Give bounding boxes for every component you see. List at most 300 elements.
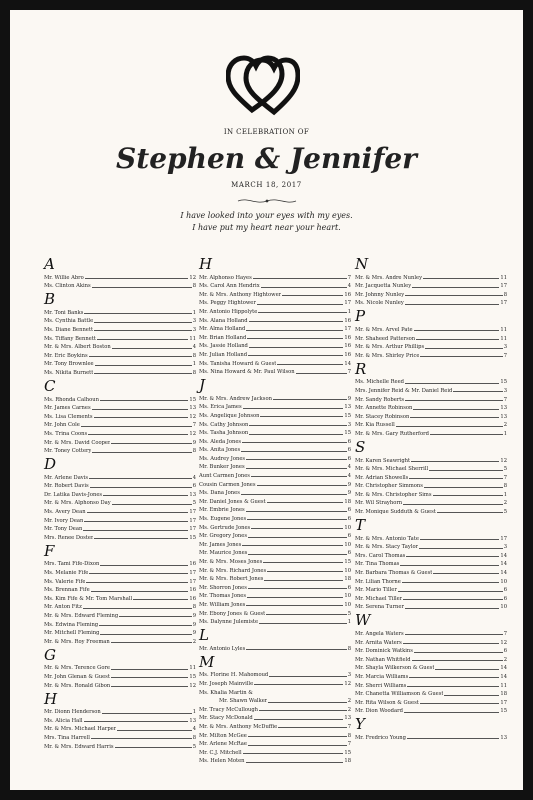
guest-name: Mr. Tony Dean [44,526,83,533]
guest-entry [44,498,196,507]
table-number: 18 [500,691,507,698]
table-number: 12 [189,413,196,420]
table-number: 10 [344,601,351,608]
guest-name: Ms. Tasha Johnson [199,430,249,437]
section-letter: L [199,626,209,645]
guest-name: Mr. Christopher Simmons [355,483,423,490]
guest-entry [355,281,507,290]
table-number: 15 [189,534,196,541]
table-number: 5 [192,743,196,750]
guest-name: Mr. Arnita Waters [355,639,402,646]
table-number: 12 [500,457,507,464]
guest-entry [355,350,507,359]
guest-name: Mr. Willie Abro [44,274,84,281]
section-letter: R [355,359,367,378]
guest-name: Mr. Mitchell Fleming [44,630,100,637]
guest-name: Aunt Carmen Jones [199,473,250,480]
leader-line [86,582,188,583]
guest-entry [44,636,196,645]
table-number: 4 [192,474,196,481]
guest-name: Ms. Trina Coons [44,430,88,437]
guest-entry [355,455,507,464]
table-number: 9 [192,439,196,446]
guest-name: Mr. & Mrs. Michael Harper [44,726,117,733]
guest-entry [355,628,507,637]
table-number: 18 [344,758,351,765]
guest-entry [355,550,507,559]
table-number: 8 [347,732,351,739]
table-number: 6 [347,455,351,462]
guest-entry [44,350,196,359]
guest-name: Ms. Cathy Johnson [199,421,249,428]
guest-entry [199,730,351,739]
guest-name: Ms. Clinton Akins [44,283,91,290]
guest-name: Mr. Kia Russell [355,422,395,429]
leader-line [296,373,347,374]
guest-name: Mr. Wil Strayhorn [355,500,403,507]
leader-line [405,383,499,384]
guest-entry [44,707,196,716]
intertwined-hearts-icon [226,54,300,116]
leader-line [269,676,346,677]
guest-entry [199,599,351,608]
guest-entry [44,342,196,351]
leader-line [251,476,347,477]
leader-line [248,355,343,356]
guest-name: Mr. & Mrs. Andrew Jackson [199,395,272,402]
table-number: 1 [347,308,351,315]
table-number: 5 [347,610,351,617]
guest-name: Mr. Johnny Nunley [355,291,405,298]
guest-name: Mr. Serena Turner [355,604,404,611]
table-number: 15 [344,749,351,756]
table-number: 6 [347,438,351,445]
guest-entry [44,524,196,533]
guest-name: Ms. Michelle Reed [355,379,404,386]
guest-column-3 [355,254,507,741]
guest-entry [355,663,507,672]
guest-entry [199,496,351,505]
table-number: 15 [500,708,507,715]
guest-name: Mr. Daniel Jones & Guest [199,498,266,505]
guest-name: Mr. William Jones [199,601,246,608]
leader-line [246,649,346,650]
section-letter: B [44,290,56,309]
leader-line [403,504,503,505]
table-number: 13 [189,405,196,412]
guest-name: Ms. Melanie Fife [44,570,89,577]
guest-entry [199,539,351,548]
leader-line [257,304,344,305]
guest-name: Ms. Dalynne Julemiste [199,619,259,626]
guest-name: Mr. & Mrs. Anthony Hightower [199,291,282,298]
guest-name: Mr. Robert Davis [44,483,89,490]
leader-line [403,643,500,644]
guest-entry [44,333,196,342]
guest-entry [44,576,196,585]
table-number: 6 [347,533,351,540]
leader-line [112,348,192,349]
guest-entry [355,576,507,585]
guest-name: Mr. Alphonso Hayes [199,274,252,281]
leader-line [273,399,347,400]
guest-name: Mr. Arlene Davis [44,474,89,481]
leader-line [84,313,191,314]
guest-entry [44,437,196,446]
guest-entry [199,670,351,679]
guest-name: Mr. Julian Holland [199,351,248,358]
table-number: 17 [189,517,196,524]
leader-line [403,599,502,600]
guest-name: Mr. Anton Fitz [44,604,82,611]
section-letter: J [199,376,206,395]
table-number: 14 [344,360,351,367]
guest-entry [355,706,507,715]
table-number: 8 [192,604,196,611]
leader-line [85,278,189,279]
guest-name: Ms. Brennan Fife [44,587,90,594]
guest-entry [199,565,351,574]
guest-entry [355,298,507,307]
guest-name: Dr. Latika Davis-Jones [44,491,103,498]
guest-entry [44,481,196,490]
guest-name: Mr. Brian Holland [199,334,247,341]
table-number: 15 [189,673,196,680]
leader-line [267,571,343,572]
guest-entry [199,298,351,307]
guest-entry [355,333,507,342]
table-number: 8 [192,283,196,290]
guest-entry [199,574,351,583]
table-number: 13 [500,734,507,741]
leader-line [409,677,499,678]
table-number: 10 [344,541,351,548]
table-number: 2 [347,706,351,713]
guest-name: Ms. Alana Holland [199,317,248,324]
leader-line [246,330,343,331]
leader-line [268,702,346,703]
guest-name: Mrs. Jennifer Reid & Mr. Daniel Reid [355,387,453,394]
section-letter: D [44,455,57,474]
guest-name: Ms. Eugene Jones [199,516,247,523]
leader-line [83,608,192,609]
guest-name: Ms. Helen Moten [199,758,245,765]
leader-line [405,400,503,401]
leader-line [94,538,188,539]
table-number: 9 [192,630,196,637]
guest-name: Mr. & Mrs. Edward Harris [44,743,114,750]
guest-entry [355,464,507,473]
guest-entry [199,513,351,522]
leader-line [87,512,189,513]
table-number: 16 [189,595,196,602]
leader-line [251,528,343,529]
guest-name: Mr. Maurice Jones [199,550,248,557]
leader-line [111,686,188,687]
leader-line [249,425,346,426]
leader-line [405,295,502,296]
leader-line [89,356,192,357]
guest-entry [44,515,196,524]
intro-text: IN CELEBRATION OF [223,128,310,136]
guest-entry [199,582,351,591]
leader-line [254,719,344,720]
guest-entry [199,281,351,290]
guest-name: Mr. Arlene McRae [199,741,247,748]
table-number: 9 [347,490,351,497]
leader-line [99,625,192,626]
guest-name: Mr. Monique Sudduth & Guest [355,509,436,516]
table-number: 11 [500,335,507,342]
leader-line [444,695,499,696]
table-number: 13 [500,405,507,412]
table-number: 12 [344,680,351,687]
table-number: 4 [347,464,351,471]
leader-line [398,591,503,592]
leader-line [414,652,503,653]
guest-entry [355,654,507,663]
guest-entry [199,756,351,765]
table-number: 1 [503,491,507,498]
guest-name: Mr. & Mrs. Moses Jones [199,559,263,565]
leader-line [254,684,343,685]
guest-entry [44,715,196,724]
guest-entry [199,445,351,454]
leader-line [81,426,192,427]
table-number: 17 [500,699,507,706]
leader-line [405,634,503,635]
guest-entry [199,341,351,350]
table-number: 9 [347,395,351,402]
table-number: 3 [192,326,196,333]
leader-line [260,416,343,417]
guest-entry [44,489,196,498]
guest-name: Mr. & Mrs. Richard Jones [199,567,267,574]
guest-entry [199,358,351,367]
guest-entry [355,420,507,429]
table-number: 17 [189,526,196,533]
leader-line [425,348,503,349]
leader-line [100,634,191,635]
guest-name: Mr. Sherri Williams [355,682,407,689]
guest-name: Mr. Gregory Jones [199,533,247,540]
seating-chart-card [10,10,523,790]
guest-entry [355,585,507,594]
guest-entry [355,732,507,741]
table-number: 16 [344,351,351,358]
leader-line [91,738,192,739]
guest-entry [199,704,351,713]
guest-entry [199,713,351,722]
leader-line [246,605,343,606]
table-number: 16 [344,317,351,324]
table-number: 10 [500,578,507,585]
table-number: 16 [344,291,351,298]
leader-line [267,502,344,503]
guest-entry [355,289,507,298]
leader-line [248,588,347,589]
table-number: 8 [192,369,196,376]
leader-line [406,556,499,557]
leader-line [247,338,343,339]
guest-entry [44,619,196,628]
table-number: 12 [189,682,196,689]
leader-line [246,762,344,763]
table-number: 4 [192,726,196,733]
leader-line [437,512,503,513]
leader-line [94,322,192,323]
guest-entry [199,462,351,471]
flourish-divider-icon [236,196,298,206]
table-number: 7 [503,474,507,481]
table-number: 16 [189,587,196,594]
table-number: 9 [192,621,196,628]
guest-column-1 [44,254,196,750]
guest-entry [44,602,196,611]
guest-entry [44,532,196,541]
leader-line [92,452,191,453]
leader-line [111,677,188,678]
guest-name: Mr. & Mrs. Terence Gore [44,665,110,672]
guest-name: Ms. Dana Jones [199,490,240,497]
leader-line [407,686,499,687]
guest-entry [355,542,507,551]
guest-name: Mr. Stacey Robinson [355,413,410,420]
table-number: 7 [192,422,196,429]
table-number: 11 [500,326,507,333]
leader-line [419,548,503,549]
guest-name: Mr. Tina Thomas [355,561,400,568]
leader-line [412,660,503,661]
guest-entry [199,428,351,437]
leader-line [411,461,499,462]
guest-entry [44,593,196,602]
guest-entry [199,272,351,281]
guest-name: Ms. Lisa Clements [44,413,93,420]
guest-entry [44,585,196,594]
guest-name: Ms. Edwina Fleming [44,621,99,628]
guest-name: Mr. & Mrs. Arvel Pate [355,326,413,333]
leader-line [429,470,503,471]
leader-line [261,287,347,288]
guest-entry [44,367,196,376]
table-number: 10 [344,593,351,600]
leader-line [247,519,347,520]
guest-entry [355,506,507,515]
leader-line [112,504,192,505]
guest-name: Ms. Nikita Burnett [44,369,94,376]
guest-name: Mr. Ebony Jones & Guest [199,610,266,617]
table-number: 5 [192,500,196,507]
table-number: 16 [344,343,351,350]
leader-line [396,426,503,427]
table-number: 12 [500,639,507,646]
table-number: 3 [503,344,507,351]
guest-entry [355,498,507,507]
leader-line [405,608,499,609]
guest-name: Mr. Antonio Lyles [199,645,246,652]
guest-name: Mr. & Mrs. Shirley Price [355,352,420,359]
guest-name: Mr. C.J. Mitchell [199,749,242,756]
table-number: 5 [503,509,507,516]
guest-entry [355,489,507,498]
table-number: 2 [503,422,507,429]
section-letter: T [355,516,366,535]
leader-line [100,565,188,566]
guest-name: Mr. Bunker Jones [199,464,245,471]
table-number: 6 [503,595,507,602]
table-number: 16 [189,561,196,568]
guest-entry [44,628,196,637]
leader-line [248,736,347,737]
guest-name: Mr. Dionn Henderson [44,709,101,716]
event-date: MARCH 18, 2017 [231,181,302,189]
guest-entry [199,687,351,696]
guest-entry [355,602,507,611]
table-number: 1 [192,361,196,368]
guest-name: Mr. Antonio Hippolyte [199,308,258,315]
table-number: 8 [192,352,196,359]
guest-name: Mr. Marcia Williams [355,673,409,680]
leader-line [83,530,188,531]
guest-name: Mr. & Mrs. Michael Sherrill [355,466,429,473]
guest-entry [44,741,196,750]
table-number: 17 [500,300,507,307]
leader-line [242,545,343,546]
guest-entry [355,533,507,542]
section-letter: H [44,689,58,708]
leader-line [102,713,192,714]
leader-line [249,434,343,435]
guest-entry [355,377,507,386]
guest-entry [44,671,196,680]
guest-name: Mr. Fredrico Young [355,734,406,741]
leader-line [263,562,343,563]
table-number: 7 [347,369,351,376]
leader-line [278,727,346,728]
guest-name: Mr. Chanetta Williamson & Guest [355,691,444,698]
guest-name: Ms. Audrey Jones [199,455,246,462]
table-number: 8 [192,448,196,455]
leader-line [405,304,500,305]
quote-line-2: I have put my heart near your heart. [192,223,341,232]
leader-line [423,278,499,279]
guest-name: Mr. & Mrs. Stacy Taylor [355,544,419,551]
guest-name: Mr. Shorron Jones [199,584,247,591]
guest-name: Mr. Toney Cottery [44,448,92,455]
guest-name: Ms. Tiffany Bennett [44,335,96,342]
leader-line [453,391,502,392]
guest-entry [44,472,196,481]
table-number: 5 [503,466,507,473]
guest-name: Mr. Sandy Roberts [355,396,405,403]
guest-entry [199,678,351,687]
table-number: 1 [503,430,507,437]
guest-name: Mrs. Renee Doster [44,534,94,541]
leader-line [433,495,503,496]
guest-name: Mr. Lilian Thorne [355,578,401,585]
table-number: 11 [500,274,507,281]
leader-line [413,409,499,410]
guest-name: Mr. & Mrs. Antonio Tate [355,535,419,542]
leader-line [89,573,188,574]
leader-line [420,356,502,357]
leader-line [90,487,192,488]
guest-entry [199,696,351,705]
guest-entry [44,610,196,619]
leader-line [407,738,499,739]
leader-line [259,623,347,624]
